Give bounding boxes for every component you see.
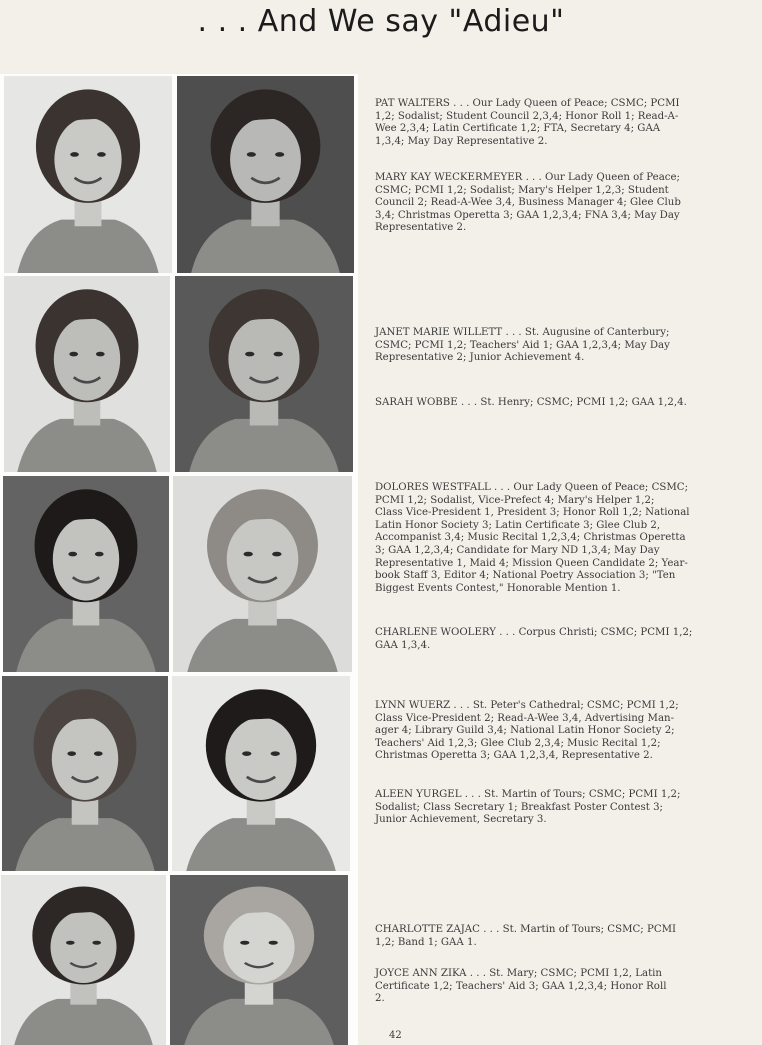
page-title: . . . And We say "Adieu": [197, 4, 565, 39]
bio-line: PCMI 1,2; Sodalist, Vice-Prefect 4; Mary's Helper 1,2;: [375, 494, 655, 506]
bio-entry: [375, 700, 737, 763]
bio-line: ager 4; Library Guild 3,4; National Latin Honor Society 2;: [375, 725, 675, 737]
bio-line: Christmas Operetta 3; GAA 1,2,3,4, Representative 2.: [375, 750, 653, 762]
bio-entry: [375, 327, 737, 365]
bio-entry: [375, 789, 737, 827]
bio-line: Class Vice-President 1, President 3; Honor Roll 1,2; National: [375, 507, 690, 519]
portrait-sarah-wobbe: [175, 276, 353, 472]
bio-entry: [375, 627, 737, 652]
bio-line: Accompanist 3,4; Music Recital 1,2,3,4; Christmas Operetta: [375, 532, 686, 544]
bio-line: LYNN WUERZ . . . St. Peter's Cathedral; CSMC; PCMI 1,2;: [375, 700, 679, 711]
bio-line: 3,4; Christmas Operetta 3; GAA 1,2,3,4; FNA 3,4; May Day: [375, 209, 680, 221]
bio-line: 1,2; Sodalist; Student Council 2,3,4; Honor Roll 1; Read-A-: [375, 110, 679, 122]
bio-line: ALEEN YURGEL . . . St. Martin of Tours; CSMC; PCMI 1,2;: [375, 789, 681, 800]
portrait-aleen-yurgel: [172, 676, 350, 871]
bio-line: 2.: [375, 993, 385, 1005]
portrait-charlene-woolery: [173, 476, 352, 672]
bio-entry: [375, 482, 737, 595]
bio-line: CHARLENE WOOLERY . . . Corpus Christi; CSMC; PCMI 1,2;: [375, 627, 693, 638]
portrait-joyce-ann-zika: [170, 875, 348, 1045]
bio-entry: [375, 924, 737, 949]
bio-line: 1,2; Band 1; GAA 1.: [375, 936, 477, 948]
bio-line: book Staff 3, Editor 4; National Poetry Association 3; "Ten: [375, 570, 676, 582]
bio-line: 3; GAA 1,2,3,4; Candidate for Mary ND 1,3,4; May Day: [375, 544, 660, 556]
bio-line: MARY KAY WECKERMEYER . . . Our Lady Queen of Peace;: [375, 172, 680, 183]
portrait-janet-marie-willett: [4, 276, 170, 472]
bio-line: Class Vice-President 2; Read-A-Wee 3,4, Advertising Man-: [375, 712, 675, 724]
bio-line: Sodalist; Class Secretary 1; Breakfast Poster Contest 3;: [375, 801, 663, 813]
page-number: 42: [389, 1030, 402, 1041]
bio-line: JOYCE ANN ZIKA . . . St. Mary; CSMC; PCMI 1,2, Latin: [375, 968, 662, 979]
bio-line: Representative 2; Junior Achievement 4.: [375, 352, 585, 364]
bio-line: Representative 1, Maid 4; Mission Queen Candidate 2; Year-: [375, 557, 688, 569]
bio-line: Council 2; Read-A-Wee 3,4, Business Manager 4; Glee Club: [375, 197, 681, 209]
bio-line: SARAH WOBBE . . . St. Henry; CSMC; PCMI 1,2; GAA 1,2,4.: [375, 397, 687, 408]
bio-line: CSMC; PCMI 1,2; Teachers' Aid 1; GAA 1,2,3,4; May Day: [375, 339, 670, 351]
bio-line: Wee 2,3,4; Latin Certificate 1,2; FTA, Secretary 4; GAA: [375, 123, 661, 135]
portrait-mary-kay-weckermeyer: [177, 76, 354, 273]
portrait-pat-walters: [4, 76, 172, 273]
bio-line: Latin Honor Society 3; Latin Certificate 3; Glee Club 2,: [375, 519, 661, 531]
portrait-charlotte-zajac: [1, 875, 166, 1045]
bio-line: Representative 2.: [375, 222, 467, 234]
biography-column: [375, 0, 737, 1045]
bio-line: CHARLOTTE ZAJAC . . . St. Martin of Tours; CSMC; PCMI: [375, 924, 677, 935]
portrait-dolores-westfall: [3, 476, 169, 672]
bio-line: Biggest Events Contest," Honorable Mention 1.: [375, 582, 621, 594]
bio-entry: [375, 397, 737, 410]
bio-line: CSMC; PCMI 1,2; Sodalist; Mary's Helper 1,2,3; Student: [375, 184, 669, 196]
bio-entry: [375, 98, 737, 148]
bio-line: GAA 1,3,4.: [375, 639, 431, 651]
bio-line: Certificate 1,2; Teachers' Aid 3; GAA 1,2,3,4; Honor Roll: [375, 980, 667, 992]
bio-entry: [375, 968, 737, 1006]
bio-line: JANET MARIE WILLETT . . . St. Augusine of Canterbury;: [375, 327, 670, 338]
bio-line: PAT WALTERS . . . Our Lady Queen of Peace; CSMC; PCMI: [375, 98, 680, 109]
bio-entry: [375, 172, 737, 235]
bio-line: Teachers' Aid 1,2,3; Glee Club 2,3,4; Music Recital 1,2;: [375, 737, 661, 749]
bio-line: 1,3,4; May Day Representative 2.: [375, 135, 548, 147]
portrait-lynn-wuerz: [2, 676, 168, 871]
portrait-grid: [0, 74, 358, 1045]
bio-line: Junior Achievement, Secretary 3.: [375, 814, 547, 826]
bio-line: DOLORES WESTFALL . . . Our Lady Queen of Peace; CSMC;: [375, 482, 689, 493]
